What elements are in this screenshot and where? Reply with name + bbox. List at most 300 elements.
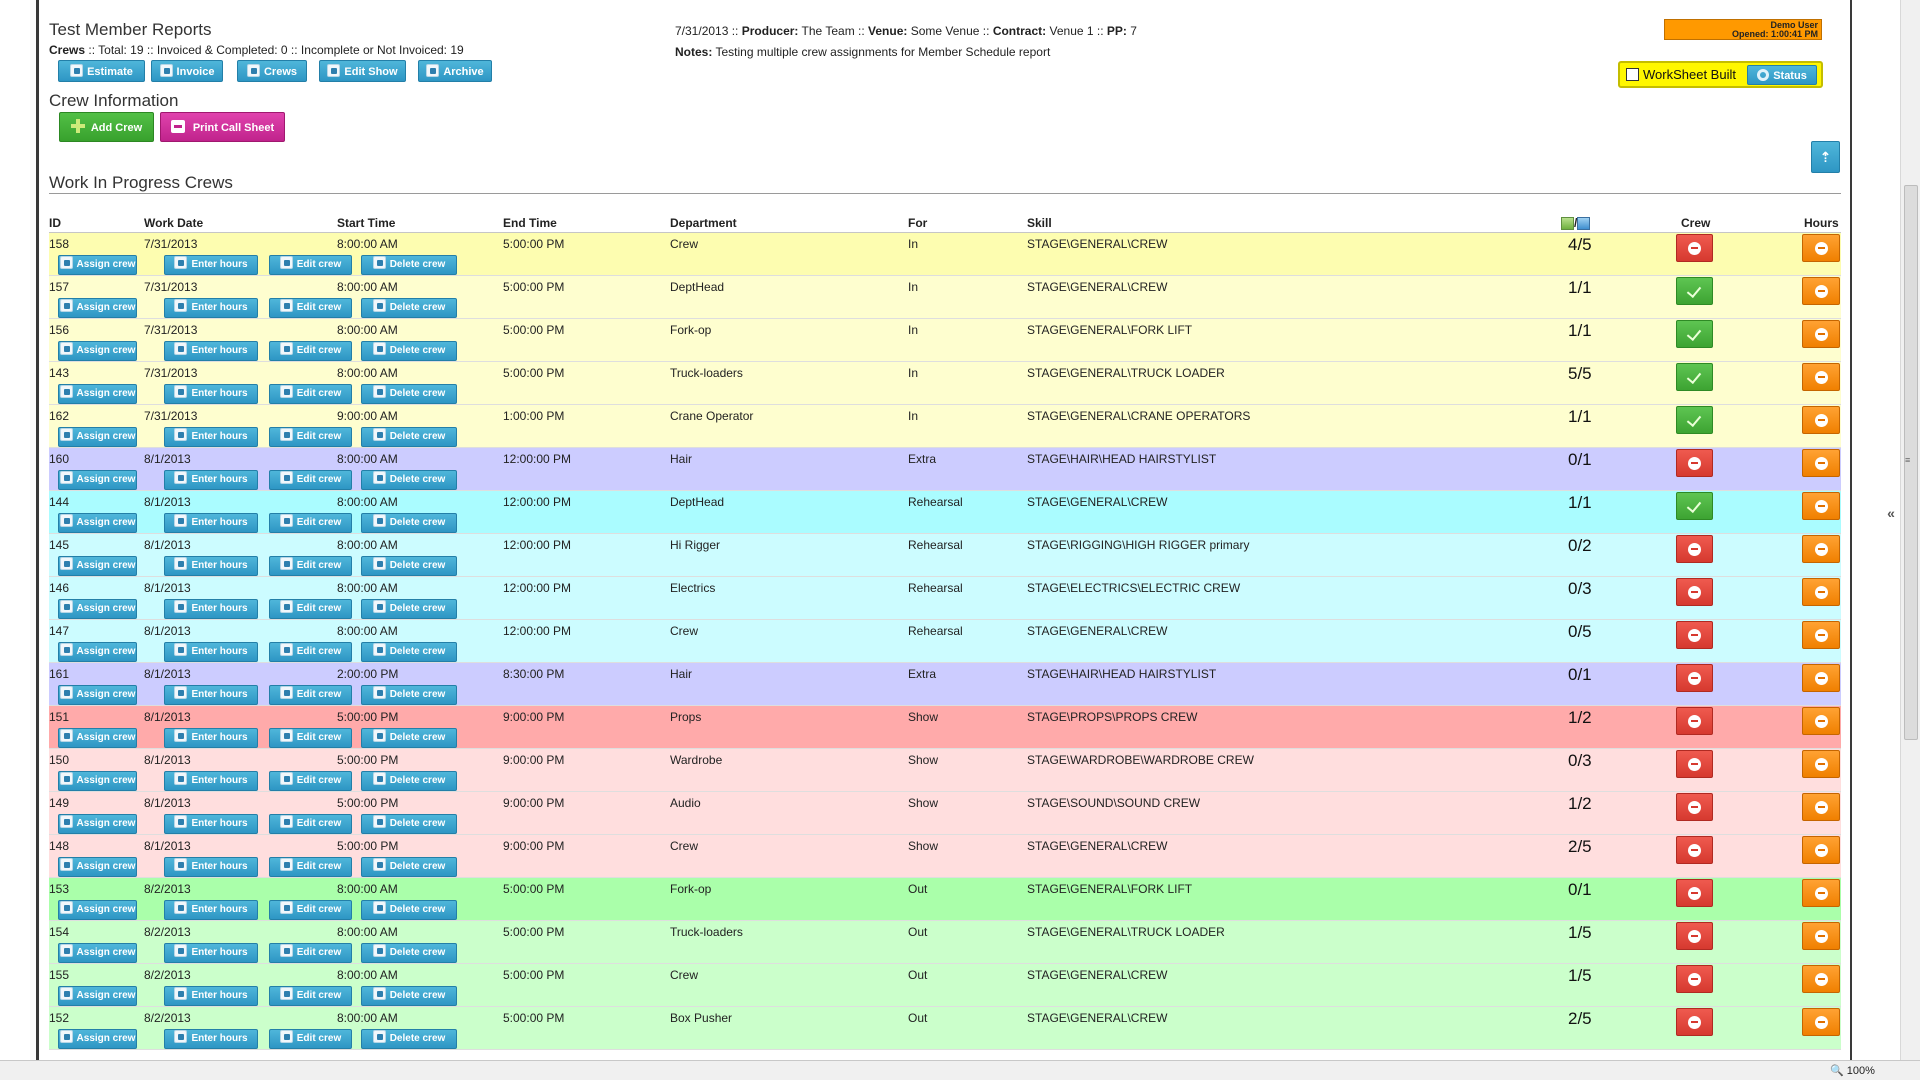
row-id: 158 [49, 237, 70, 251]
clock-icon [174, 987, 187, 1000]
pencil-icon [280, 428, 293, 441]
col-crew: Crew [1681, 216, 1711, 230]
edit-crew-button[interactable] [269, 771, 352, 791]
delete-crew-label: Delete crew [389, 732, 446, 743]
row-department: Truck-loaders [670, 366, 743, 380]
hours-button[interactable] [1802, 578, 1840, 606]
hours-button[interactable] [1802, 277, 1840, 305]
edit-crew-button[interactable] [269, 685, 352, 705]
row-for: In [908, 366, 919, 380]
edit-crew-button[interactable] [269, 599, 352, 619]
row-department: Box Pusher [670, 1011, 733, 1025]
pencil-icon [280, 256, 293, 269]
user-opened: Opened: 1:00:41 PM [1731, 29, 1818, 39]
row-id: 161 [49, 667, 70, 681]
enter-hours-button[interactable] [164, 470, 258, 490]
enter-hours-button[interactable] [164, 341, 258, 361]
assign-crew-label: Assign crew [76, 259, 136, 270]
crew-complete-button[interactable] [1676, 492, 1713, 520]
edit-crew-label: Edit crew [296, 603, 342, 614]
assign-crew-label: Assign crew [76, 474, 136, 485]
status-bar [0, 1060, 1920, 1080]
delete-crew-button[interactable] [361, 728, 457, 748]
edit-crew-label: Edit crew [296, 689, 342, 700]
clock-icon [174, 901, 187, 914]
row-crew-ratio: 0/1 [1568, 450, 1592, 469]
worksheet-status-box [1618, 61, 1823, 88]
row-for: In [908, 323, 919, 337]
delete-crew-button[interactable] [361, 857, 457, 877]
print-call-sheet-button[interactable] [160, 112, 285, 142]
row-start-time: 8:00:00 AM [337, 882, 398, 896]
crews-summary-text: :: Total: 19 :: Invoiced & Completed: 0 :: Incomplete or Not Invoiced: 19 [88, 43, 464, 57]
assign-crew-label: Assign crew [76, 818, 136, 829]
pencil-icon [280, 815, 293, 828]
hours-button[interactable] [1802, 793, 1840, 821]
clock-icon [174, 772, 187, 785]
crew-incomplete-button[interactable] [1676, 965, 1713, 993]
crew-incomplete-button[interactable] [1676, 535, 1713, 563]
minus-circle-icon [1815, 758, 1828, 771]
check-icon [1687, 412, 1701, 427]
crew-incomplete-button[interactable] [1676, 578, 1713, 606]
minus-circle-icon [1688, 887, 1701, 900]
trash-icon [373, 342, 386, 355]
edit-crew-button[interactable] [269, 1029, 352, 1049]
hours-button[interactable] [1802, 234, 1840, 262]
enter-hours-button[interactable] [164, 1029, 258, 1049]
add-crew-button[interactable] [59, 112, 154, 142]
edit-crew-button[interactable] [269, 857, 352, 877]
row-start-time: 8:00:00 AM [337, 366, 398, 380]
edit-crew-button[interactable] [269, 470, 352, 490]
assign-crew-button[interactable] [58, 900, 137, 920]
crew-incomplete-button[interactable] [1676, 836, 1713, 864]
crew-incomplete-button[interactable] [1676, 1008, 1713, 1036]
edit-crew-label: Edit crew [296, 517, 342, 528]
enter-hours-button[interactable] [164, 384, 258, 404]
row-department: Fork-op [670, 882, 712, 896]
edit-crew-button[interactable] [269, 900, 352, 920]
row-start-time: 8:00:00 AM [337, 495, 398, 509]
edit-crew-label: Edit crew [296, 560, 342, 571]
delete-crew-label: Delete crew [389, 818, 446, 829]
edit-crew-button[interactable] [269, 341, 352, 361]
edit-crew-button[interactable] [269, 943, 352, 963]
edit-crew-label: Edit crew [296, 732, 342, 743]
row-id: 155 [49, 968, 70, 982]
assign-crew-button[interactable] [58, 513, 137, 533]
delete-crew-button[interactable] [361, 556, 457, 576]
delete-crew-button[interactable] [361, 814, 457, 834]
assign-crew-button[interactable] [58, 1029, 137, 1049]
enter-hours-label: Enter hours [191, 560, 248, 571]
hours-button[interactable] [1802, 320, 1840, 348]
user-icon [60, 643, 73, 656]
delete-crew-button[interactable] [361, 513, 457, 533]
assign-crew-button[interactable] [58, 857, 137, 877]
enter-hours-button[interactable] [164, 513, 258, 533]
assign-crew-button[interactable] [58, 814, 137, 834]
pp-value: 7 [1130, 24, 1137, 38]
delete-crew-button[interactable] [361, 1029, 457, 1049]
delete-crew-button[interactable] [361, 900, 457, 920]
edit-crew-button[interactable] [269, 728, 352, 748]
edit-show-button[interactable] [319, 60, 406, 82]
edit-crew-label: Edit crew [296, 947, 342, 958]
minus-circle-icon [1815, 715, 1828, 728]
clock-icon [174, 342, 187, 355]
assign-crew-button[interactable] [58, 728, 137, 748]
vertical-scrollbar[interactable] [1900, 0, 1920, 1060]
enter-hours-button[interactable] [164, 599, 258, 619]
edit-crew-button[interactable] [269, 255, 352, 275]
check-icon [1687, 369, 1701, 384]
row-skill: STAGE\GENERAL\TRUCK LOADER [1027, 366, 1225, 380]
row-end-time: 1:00:00 PM [503, 409, 565, 423]
enter-hours-label: Enter hours [191, 474, 248, 485]
row-id: 162 [49, 409, 70, 423]
assign-crew-button[interactable] [58, 642, 137, 662]
clock-icon [174, 385, 187, 398]
row-work-date: 8/1/2013 [144, 710, 191, 724]
enter-hours-button[interactable] [164, 814, 258, 834]
crew-complete-button[interactable] [1676, 406, 1713, 434]
plus-icon [71, 119, 85, 133]
delete-crew-button[interactable] [361, 642, 457, 662]
user-name: Demo User [1770, 20, 1818, 30]
assign-crew-button[interactable] [58, 943, 137, 963]
user-icon [60, 299, 73, 312]
delete-crew-button[interactable] [361, 470, 457, 490]
assign-crew-button[interactable] [58, 986, 137, 1006]
edit-crew-label: Edit crew [296, 990, 342, 1001]
enter-hours-label: Enter hours [191, 345, 248, 356]
hours-button[interactable] [1802, 922, 1840, 950]
delete-crew-button[interactable] [361, 384, 457, 404]
delete-crew-button[interactable] [361, 771, 457, 791]
row-department: Crew [670, 624, 699, 638]
clock-icon [174, 557, 187, 570]
minus-circle-icon [1688, 629, 1701, 642]
col-department: Department [670, 216, 737, 230]
edit-crew-label: Edit crew [296, 775, 342, 786]
enter-hours-label: Enter hours [191, 646, 248, 657]
trash-icon [373, 944, 386, 957]
crews-button[interactable] [237, 60, 307, 82]
row-for: In [908, 280, 919, 294]
table-row [49, 749, 1841, 792]
row-skill: STAGE\PROPS\PROPS CREW [1027, 710, 1198, 724]
assign-crew-label: Assign crew [76, 345, 136, 356]
producer-value: The Team :: [801, 24, 865, 38]
row-start-time: 8:00:00 AM [337, 925, 398, 939]
enter-hours-button[interactable] [164, 900, 258, 920]
row-work-date: 7/31/2013 [144, 280, 198, 294]
row-id: 143 [49, 366, 70, 380]
pencil-icon [280, 944, 293, 957]
user-icon [60, 600, 73, 613]
status-button[interactable] [1747, 65, 1817, 85]
trash-icon [373, 600, 386, 613]
table-row [49, 362, 1841, 405]
row-work-date: 8/1/2013 [144, 839, 191, 853]
table-row [49, 534, 1841, 577]
assign-crew-label: Assign crew [76, 775, 136, 786]
pencil-icon [280, 729, 293, 742]
row-crew-ratio: 1/2 [1568, 794, 1592, 813]
trash-icon [373, 256, 386, 269]
hours-button[interactable] [1802, 836, 1840, 864]
row-id: 146 [49, 581, 70, 595]
assign-crew-button[interactable] [58, 599, 137, 619]
row-for: Out [908, 968, 928, 982]
table-row [49, 835, 1841, 878]
user-info-box [1664, 19, 1822, 40]
crew-incomplete-button[interactable] [1676, 750, 1713, 778]
print-call-sheet-label: Print Call Sheet [192, 122, 275, 134]
edit-crew-button[interactable] [269, 556, 352, 576]
row-for: Rehearsal [908, 581, 963, 595]
delete-crew-button[interactable] [361, 599, 457, 619]
enter-hours-button[interactable] [164, 986, 258, 1006]
edit-crew-button[interactable] [269, 384, 352, 404]
pencil-icon [280, 987, 293, 1000]
enter-hours-button[interactable] [164, 685, 258, 705]
trash-icon [373, 686, 386, 699]
crew-incomplete-button[interactable] [1676, 879, 1713, 907]
row-start-time: 8:00:00 AM [337, 237, 398, 251]
row-skill: STAGE\GENERAL\CREW [1027, 1011, 1168, 1025]
row-id: 153 [49, 882, 70, 896]
minus-circle-icon [1815, 1016, 1828, 1029]
edit-crew-button[interactable] [269, 814, 352, 834]
delete-crew-label: Delete crew [389, 775, 446, 786]
crew-incomplete-button[interactable] [1676, 793, 1713, 821]
hours-button[interactable] [1802, 363, 1840, 391]
assign-crew-button[interactable] [58, 685, 137, 705]
enter-hours-button[interactable] [164, 298, 258, 318]
assign-crew-label: Assign crew [76, 861, 136, 872]
enter-hours-button[interactable] [164, 943, 258, 963]
user-icon [60, 256, 73, 269]
enter-hours-button[interactable] [164, 255, 258, 275]
enter-hours-button[interactable] [164, 556, 258, 576]
archive-button[interactable] [418, 60, 492, 82]
row-start-time: 8:00:00 AM [337, 968, 398, 982]
row-crew-ratio: 1/5 [1568, 923, 1592, 942]
row-id: 149 [49, 796, 70, 810]
pencil-icon [280, 514, 293, 527]
crew-incomplete-button[interactable] [1676, 234, 1713, 262]
check-icon [1687, 326, 1701, 341]
crew-incomplete-button[interactable] [1676, 621, 1713, 649]
delete-crew-label: Delete crew [389, 431, 446, 442]
trash-icon [373, 901, 386, 914]
check-icon [1687, 498, 1701, 513]
crew-complete-button[interactable] [1676, 277, 1713, 305]
row-for: In [908, 409, 919, 423]
hours-button[interactable] [1802, 750, 1840, 778]
delete-crew-button[interactable] [361, 685, 457, 705]
delete-crew-button[interactable] [361, 255, 457, 275]
col-id: ID [49, 216, 61, 230]
enter-hours-label: Enter hours [191, 990, 248, 1001]
row-skill: STAGE\RIGGING\HIGH RIGGER primary [1027, 538, 1250, 552]
edit-crew-button[interactable] [269, 298, 352, 318]
enter-hours-label: Enter hours [191, 603, 248, 614]
hours-button[interactable] [1802, 1008, 1840, 1036]
row-crew-ratio: 2/5 [1568, 1009, 1592, 1028]
show-date: 7/31/2013 :: [675, 24, 739, 38]
row-crew-ratio: 1/1 [1568, 278, 1592, 297]
crew-incomplete-button[interactable] [1676, 664, 1713, 692]
enter-hours-label: Enter hours [191, 947, 248, 958]
invoice-icon [160, 64, 173, 77]
minus-circle-icon [1815, 328, 1828, 341]
row-department: Truck-loaders [670, 925, 743, 939]
row-work-date: 8/1/2013 [144, 581, 191, 595]
table-row [49, 577, 1841, 620]
zoom-level[interactable]: 🔍 100% [1830, 1065, 1875, 1077]
edit-crew-button[interactable] [269, 986, 352, 1006]
minus-circle-icon [1688, 242, 1701, 255]
edit-crew-button[interactable] [269, 513, 352, 533]
enter-hours-button[interactable] [164, 728, 258, 748]
enter-hours-label: Enter hours [191, 1033, 248, 1044]
row-end-time: 12:00:00 PM [503, 452, 572, 466]
row-end-time: 5:00:00 PM [503, 882, 565, 896]
enter-hours-label: Enter hours [191, 818, 248, 829]
row-end-time: 5:00:00 PM [503, 280, 565, 294]
hours-button[interactable] [1802, 621, 1840, 649]
venue-value: Some Venue :: [910, 24, 990, 38]
archive-icon [426, 64, 439, 77]
hours-button[interactable] [1802, 535, 1840, 563]
delete-crew-button[interactable] [361, 427, 457, 447]
hours-button[interactable] [1802, 664, 1840, 692]
pp-label: PP: [1106, 24, 1127, 38]
enter-hours-button[interactable] [164, 427, 258, 447]
crew-complete-button[interactable] [1676, 320, 1713, 348]
trash-icon [373, 643, 386, 656]
delete-crew-label: Delete crew [389, 861, 446, 872]
wip-crews-heading: Work In Progress Crews [49, 173, 233, 192]
row-department: Wardrobe [670, 753, 723, 767]
delete-crew-label: Delete crew [389, 904, 446, 915]
crew-complete-button[interactable] [1676, 363, 1713, 391]
crew-status-icons [1561, 216, 1590, 230]
hours-button[interactable] [1802, 449, 1840, 477]
row-skill: STAGE\WARDROBE\WARDROBE CREW [1027, 753, 1254, 767]
delete-crew-label: Delete crew [389, 603, 446, 614]
delete-crew-button[interactable] [361, 943, 457, 963]
delete-crew-label: Delete crew [389, 560, 446, 571]
row-for: Show [908, 839, 939, 853]
row-skill: STAGE\GENERAL\CREW [1027, 624, 1168, 638]
row-crew-ratio: 0/1 [1568, 880, 1592, 899]
assign-crew-label: Assign crew [76, 689, 136, 700]
delete-crew-button[interactable] [361, 341, 457, 361]
edit-crew-label: Edit crew [296, 861, 342, 872]
edit-crew-button[interactable] [269, 427, 352, 447]
notes-label: Notes: [675, 45, 713, 59]
crews-label: Crews [263, 66, 298, 78]
assign-crew-label: Assign crew [76, 302, 136, 313]
assign-crew-label: Assign crew [76, 431, 136, 442]
minus-circle-icon [1688, 586, 1701, 599]
edit-crew-label: Edit crew [296, 345, 342, 356]
row-department: Fork-op [670, 323, 712, 337]
edit-crew-button[interactable] [269, 642, 352, 662]
assign-crew-button[interactable] [58, 384, 137, 404]
table-row [49, 792, 1841, 835]
row-crew-ratio: 0/3 [1568, 751, 1592, 770]
estimate-button[interactable] [58, 60, 145, 82]
delete-crew-label: Delete crew [389, 474, 446, 485]
clock-icon [174, 858, 187, 871]
crew-incomplete-button[interactable] [1676, 707, 1713, 735]
check-icon [1687, 283, 1701, 298]
assign-crew-button[interactable] [58, 556, 137, 576]
minus-circle-icon [1688, 543, 1701, 556]
assign-crew-button[interactable] [58, 470, 137, 490]
row-department: DeptHead [670, 280, 725, 294]
enter-hours-button[interactable] [164, 771, 258, 791]
crew-incomplete-button[interactable] [1676, 922, 1713, 950]
row-work-date: 8/2/2013 [144, 1011, 191, 1025]
row-for: Extra [908, 452, 937, 466]
invoice-label: Invoice [176, 66, 215, 78]
enter-hours-label: Enter hours [191, 775, 248, 786]
assign-crew-button[interactable] [58, 298, 137, 318]
table-row [49, 921, 1841, 964]
minus-circle-icon [1815, 457, 1828, 470]
assign-crew-button[interactable] [58, 427, 137, 447]
hours-button[interactable] [1802, 406, 1840, 434]
crew-incomplete-button[interactable] [1676, 449, 1713, 477]
assign-crew-label: Assign crew [76, 732, 136, 743]
enter-hours-label: Enter hours [191, 732, 248, 743]
enter-hours-label: Enter hours [191, 388, 248, 399]
hours-button[interactable] [1802, 879, 1840, 907]
delete-crew-button[interactable] [361, 986, 457, 1006]
delete-crew-button[interactable] [361, 298, 457, 318]
pencil-icon [280, 342, 293, 355]
table-row [49, 1007, 1841, 1050]
scroll-top-button[interactable] [1811, 141, 1840, 173]
assign-crew-button[interactable] [58, 341, 137, 361]
row-for: Out [908, 882, 928, 896]
hours-button[interactable] [1802, 492, 1840, 520]
side-panel-toggle[interactable]: « [1887, 505, 1895, 521]
minus-circle-icon [1815, 543, 1828, 556]
hours-button[interactable] [1802, 707, 1840, 735]
assign-crew-label: Assign crew [76, 904, 136, 915]
assign-crew-button[interactable] [58, 255, 137, 275]
row-department: DeptHead [670, 495, 725, 509]
invoice-button[interactable] [151, 60, 223, 82]
minus-circle-icon [1815, 629, 1828, 642]
table-row [49, 663, 1841, 706]
enter-hours-button[interactable] [164, 642, 258, 662]
venue-label: Venue: [868, 24, 908, 38]
hours-button[interactable] [1802, 965, 1840, 993]
enter-hours-button[interactable] [164, 857, 258, 877]
assign-crew-button[interactable] [58, 771, 137, 791]
row-department: Hair [670, 667, 693, 681]
row-for: Rehearsal [908, 495, 963, 509]
